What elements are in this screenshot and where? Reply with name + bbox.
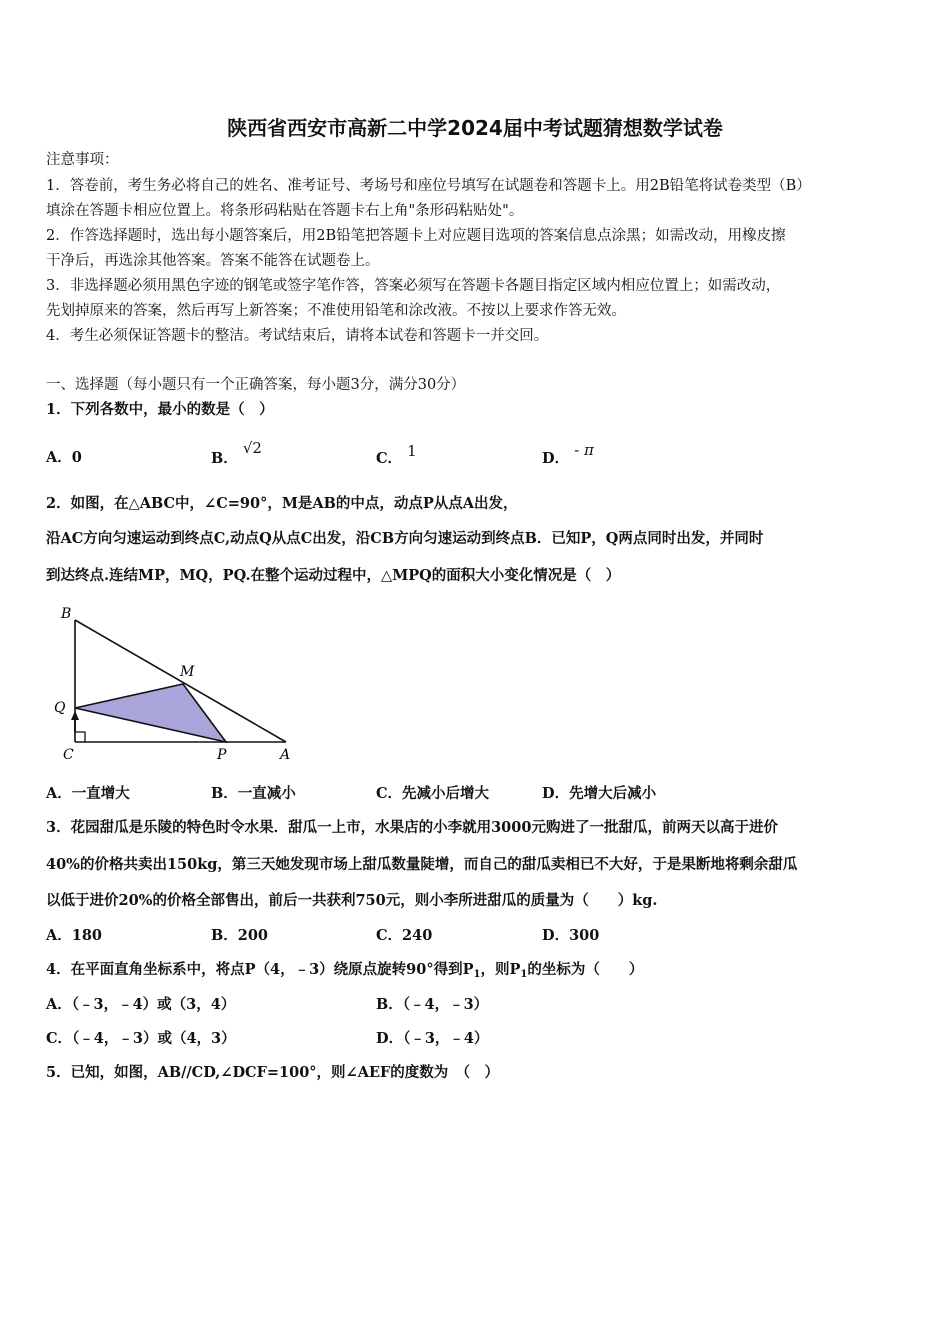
- triangle-mpq: [75, 684, 226, 742]
- notice-line: 干净后，再选涂其他答案。答案不能答在试题卷上。: [46, 253, 380, 269]
- notice-line: 填涂在答题卡相应位置上。将条形码粘贴在答题卡右上角"条形码粘贴处"。: [46, 203, 524, 219]
- q1-option-c: [376, 442, 417, 469]
- q3-option-c: C．240: [376, 927, 433, 944]
- q3-option-b: B．200: [211, 927, 269, 944]
- label-p: P: [217, 747, 227, 763]
- q1-option-d: [542, 441, 594, 469]
- q1-option-c-label: C．: [376, 450, 403, 467]
- q4-stem-pre: 4．在平面直角坐标系中，将点P（4，﹣3）绕原点旋转90°得到P: [46, 961, 474, 978]
- q4-option-a: A．（﹣3，﹣4）或（3，4）: [46, 996, 236, 1013]
- q4-option-d: D．（﹣3，﹣4）: [376, 1030, 489, 1047]
- arrow-up-icon: [71, 711, 79, 720]
- one-symbol: 1: [407, 442, 417, 460]
- label-c: C: [63, 747, 74, 763]
- q4-option-c: C．（﹣4，﹣3）或（4，3）: [46, 1030, 236, 1047]
- q3-stem-line: 40%的价格共卖出150kg，第三天她发现市场上甜瓜数量陡增，而自己的甜瓜卖相已不大好，于是果断地将剩余甜瓜: [46, 856, 798, 873]
- q1-option-b-label: B．: [211, 450, 238, 467]
- q2-stem-line: 2．如图，在△ABC中，∠C=90°，M是AB的中点，动点P从点A出发，: [46, 495, 518, 512]
- q4-stem: [46, 960, 643, 985]
- q3-option-a: A．180: [46, 927, 103, 944]
- q2-option-c: C．先减小后增大: [376, 785, 490, 802]
- q3-option-d: D．300: [542, 927, 600, 944]
- section-heading: 一、选择题（每小题只有一个正确答案，每小题3分，满分30分）: [46, 377, 466, 393]
- neg-pi-symbol: - π: [574, 441, 594, 459]
- notice-line: 1．答卷前，考生务必将自己的姓名、准考证号、考场号和座位号填写在试题卷和答题卡上。用2B铅笔将试卷类型（B）: [46, 178, 811, 194]
- q2-option-d: D．先增大后减小: [542, 785, 657, 802]
- q1-option-a-label: A．0: [46, 449, 82, 466]
- q5-stem: 5．已知，如图，AB//CD,∠DCF=100°，则∠AEF的度数为 （ ）: [46, 1064, 500, 1081]
- q2-stem-line: 沿AC方向匀速运动到终点C,动点Q从点C出发，沿CB方向匀速运动到终点B．已知P，Q两点同时出发，并同时: [46, 530, 764, 547]
- page-title: 陕西省西安市高新二中学2024届中考试题猜想数学试卷: [227, 116, 723, 140]
- notice-line: 3．非选择题必须用黑色字迹的钢笔或签字笔作答，答案必须写在答题卡各题目指定区域内相应位置上；如需改动，: [46, 278, 781, 294]
- notice-line: 2．作答选择题时，选出每小题答案后，用2B铅笔把答题卡上对应题目选项的答案信息点涂黑；如需改动，用橡皮擦: [46, 228, 786, 244]
- q1-option-b: [211, 439, 262, 469]
- notice-line: 先划掉原来的答案，然后再写上新答案；不准使用铅笔和涂改液。不按以上要求作答无效。: [46, 303, 626, 319]
- q1-stem: 1．下列各数中，最小的数是（ ）: [46, 401, 274, 418]
- q1-option-a: [46, 448, 82, 468]
- label-b: B: [61, 606, 72, 622]
- q4-stem-mid: ，则P: [480, 961, 521, 978]
- q4-option-b: B．（﹣4，﹣3）: [376, 996, 489, 1013]
- label-q: Q: [54, 700, 66, 716]
- q4-subscript: 1: [473, 969, 481, 980]
- q2-stem-line: 到达终点.连结MP，MQ，PQ.在整个运动过程中，△MPQ的面积大小变化情况是（ ）: [46, 567, 621, 584]
- notice-line: 4．考生必须保证答题卡的整洁。考试结束后，请将本试卷和答题卡一并交回。: [46, 328, 549, 344]
- label-m: M: [180, 664, 195, 680]
- q3-stem-line: 以低于进价20%的价格全部售出，前后一共获利750元，则小李所进甜瓜的质量为（ ）kg.: [46, 892, 658, 909]
- q4-stem-post: 的坐标为（ ）: [527, 961, 644, 978]
- q3-stem-line: 3．花园甜瓜是乐陵的特色时令水果．甜瓜一上市，水果店的小李就用3000元购进了一批甜瓜，前两天以高于进价: [46, 819, 778, 836]
- sqrt-two-symbol: √2: [242, 439, 262, 457]
- right-angle-mark: [75, 732, 85, 742]
- label-a: A: [280, 747, 291, 763]
- q2-option-a: A．一直增大: [46, 785, 130, 802]
- q2-option-b: B．一直减小: [211, 785, 296, 802]
- notice-heading: 注意事项：: [46, 152, 119, 168]
- q4-subscript: 1: [520, 969, 528, 980]
- triangle-figure: [46, 600, 306, 770]
- q1-option-d-label: D．: [542, 450, 570, 467]
